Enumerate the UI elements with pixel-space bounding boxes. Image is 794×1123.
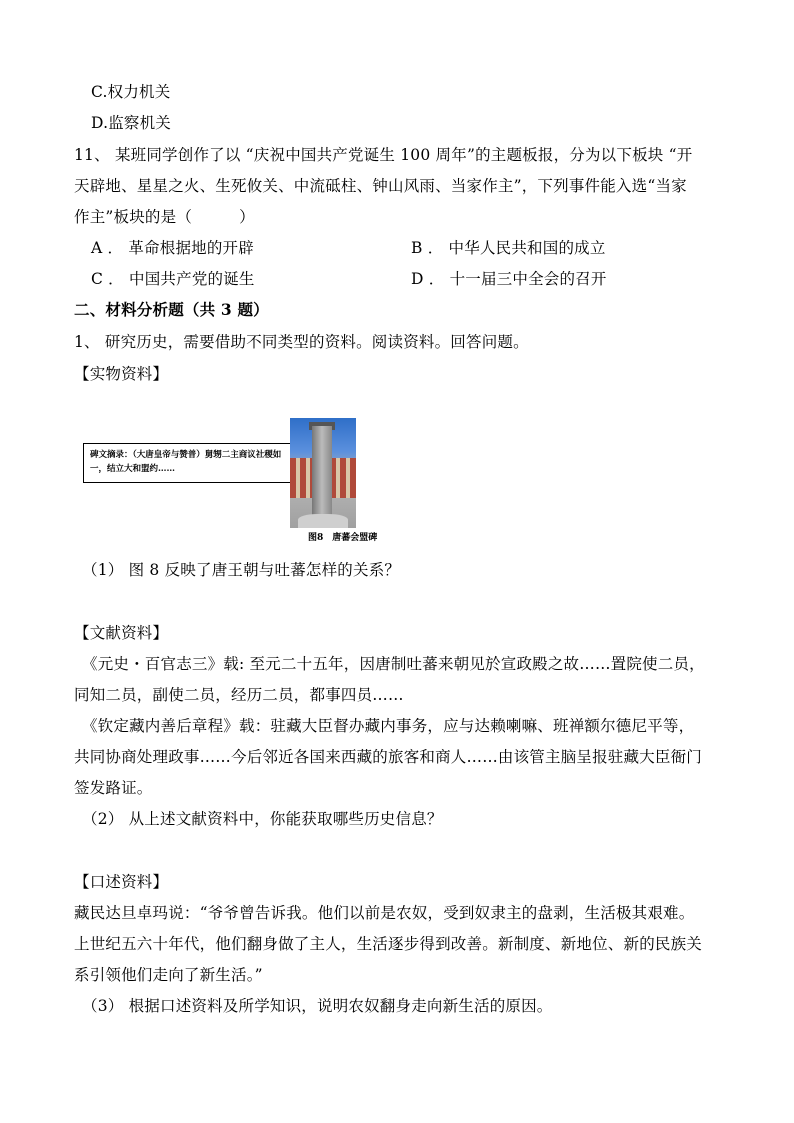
material2-line2: 同知二员，副使二员，经历二员，都事四员…… [74, 686, 404, 704]
material2-label: 【文献资料】 [74, 624, 169, 642]
material2-line5: 签发路证。 [74, 779, 153, 797]
figure-8-caption: 图8 唐蕃会盟碑 [308, 533, 378, 543]
section2-heading: 二、材料分析题（共 3 题） [74, 300, 269, 319]
q11-option-d: D ． 十一届三中全会的召开 [411, 270, 607, 288]
stele-pillar [312, 426, 332, 522]
material1-label: 【实物资料】 [74, 365, 169, 383]
q10-option-d: D.监察机关 [91, 114, 172, 132]
stele-photo [290, 418, 356, 528]
q11-stem-line2: 天辟地、星星之火、生死攸关、中流砥柱、钟山风雨、当家作主”，下列事件能入选“当家 [74, 177, 687, 195]
material2-line1: 《元史・百官志三》载: 至元二十五年，因唐制吐蕃来朝见於宣政殿之故……置院使二员， [82, 655, 705, 673]
material3-label: 【口述资料】 [74, 873, 169, 891]
material-q1-stem: 1、 研究历史，需要借助不同类型的资料。阅读资料。回答问题。 [74, 333, 529, 351]
material2-question: （2） 从上述文献资料中，你能获取哪些历史信息？ [82, 810, 443, 828]
material3-line2: 上世纪五六十年代，他们翻身做了主人，生活逐步得到改善。新制度、新地位、新的民族关 [74, 935, 703, 953]
q10-option-c: C.权力机关 [91, 83, 171, 101]
material3-line1: 藏民达旦卓玛说：“爷爷曾告诉我。他们以前是农奴，受到奴隶主的盘剥，生活极其艰难。 [74, 904, 695, 922]
q11-option-b: B ． 中华人民共和国的成立 [411, 239, 606, 257]
material1-question: （1） 图 8 反映了唐王朝与吐蕃怎样的关系？ [82, 561, 401, 579]
q11-option-a: A ． 革命根据地的开辟 [91, 239, 254, 257]
material2-line4: 共同协商处理政事……今后邻近各国来西藏的旅客和商人……由该管主脑呈报驻藏大臣衙门 [74, 748, 703, 766]
material3-line3: 系引领他们走向了新生活。” [74, 966, 263, 984]
material2-line3: 《钦定藏内善后章程》载：驻藏大臣督办藏内事务，应与达赖喇嘛、班禅额尔德尼平等， [82, 717, 695, 735]
figure-8 [83, 418, 378, 546]
q11-stem-line3: 作主”板块的是（ ） [74, 208, 255, 226]
q11-stem-line1: 11、 某班同学创作了以 “庆祝中国共产党诞生 100 周年”的主题板报，分为以下板块 “开 [74, 146, 693, 164]
material3-question: （3） 根据口述资料及所学知识，说明农奴翻身走向新生活的原因。 [82, 997, 553, 1015]
q11-option-c: C ． 中国共产党的诞生 [91, 270, 255, 288]
figure-8-callout: 碑文摘录：（大唐皇帝与赞普）舅甥二主商议社稷如一，结立大和盟约…… [83, 443, 293, 483]
stele-base [298, 514, 348, 528]
